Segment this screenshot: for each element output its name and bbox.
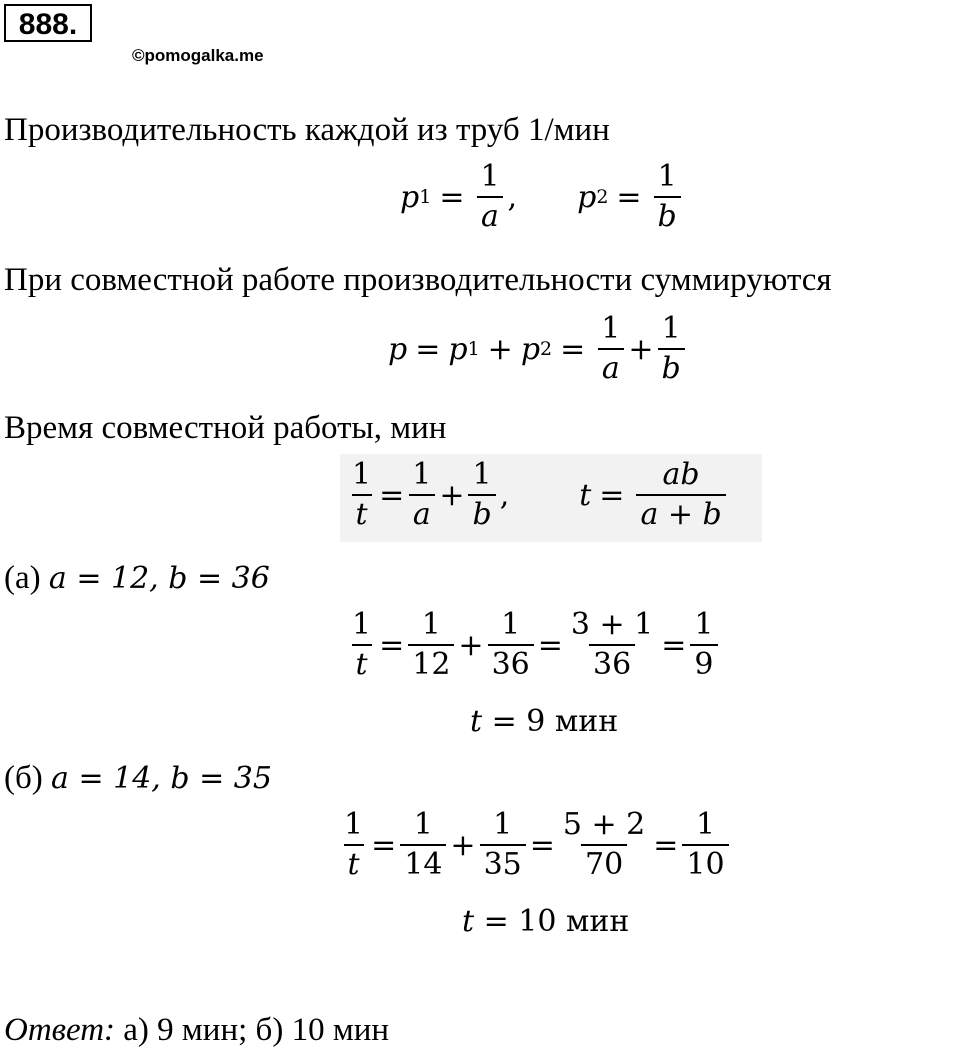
case-a-result: t = 9 мин [470, 704, 619, 739]
case-b-equation: $\frac{1}{t}$ = $\frac{1}{14}$ + $\frac{1}{35}$ = $\frac{5 + 2}{70}$ = $\frac{1}{10}$ [336, 808, 733, 882]
problem-number: 888. [4, 4, 92, 42]
watermark: ©pomogalka.me [132, 46, 264, 65]
case-b-line: (б) a = 14, b = 35 [4, 760, 272, 796]
equation-sum: p = p 1 + p 2 = $\frac{1}{a}$ + $\frac{1}{b}$ [388, 312, 689, 386]
case-a-line: (а) a = 12, b = 36 [4, 560, 270, 596]
text-line-3: Время совместной работы, мин [4, 410, 447, 446]
text-line-2: При совместной работе производительности суммируются [4, 262, 832, 298]
equation-productivity: p 1 = $\frac{1}{a}$ , p 2 = $\frac{1}{b}$ [400, 160, 685, 234]
answer: Ответ: а) 9 мин; б) 10 мин [4, 1012, 390, 1048]
case-a-equation: $\frac{1}{t}$ = $\frac{1}{12}$ + $\frac{1}{36}$ = $\frac{3 + 1}{36}$ = $\frac{1}{9}$ [344, 608, 722, 682]
text-line-1: Производительность каждой из труб 1/мин [4, 112, 610, 148]
equation-time: $\frac{1}{t}$ = $\frac{1}{a}$ + $\frac{1}{b}$ , t = $\frac{ab}{a + b}$ [344, 458, 730, 532]
case-b-result: t = 10 мин [462, 904, 630, 939]
